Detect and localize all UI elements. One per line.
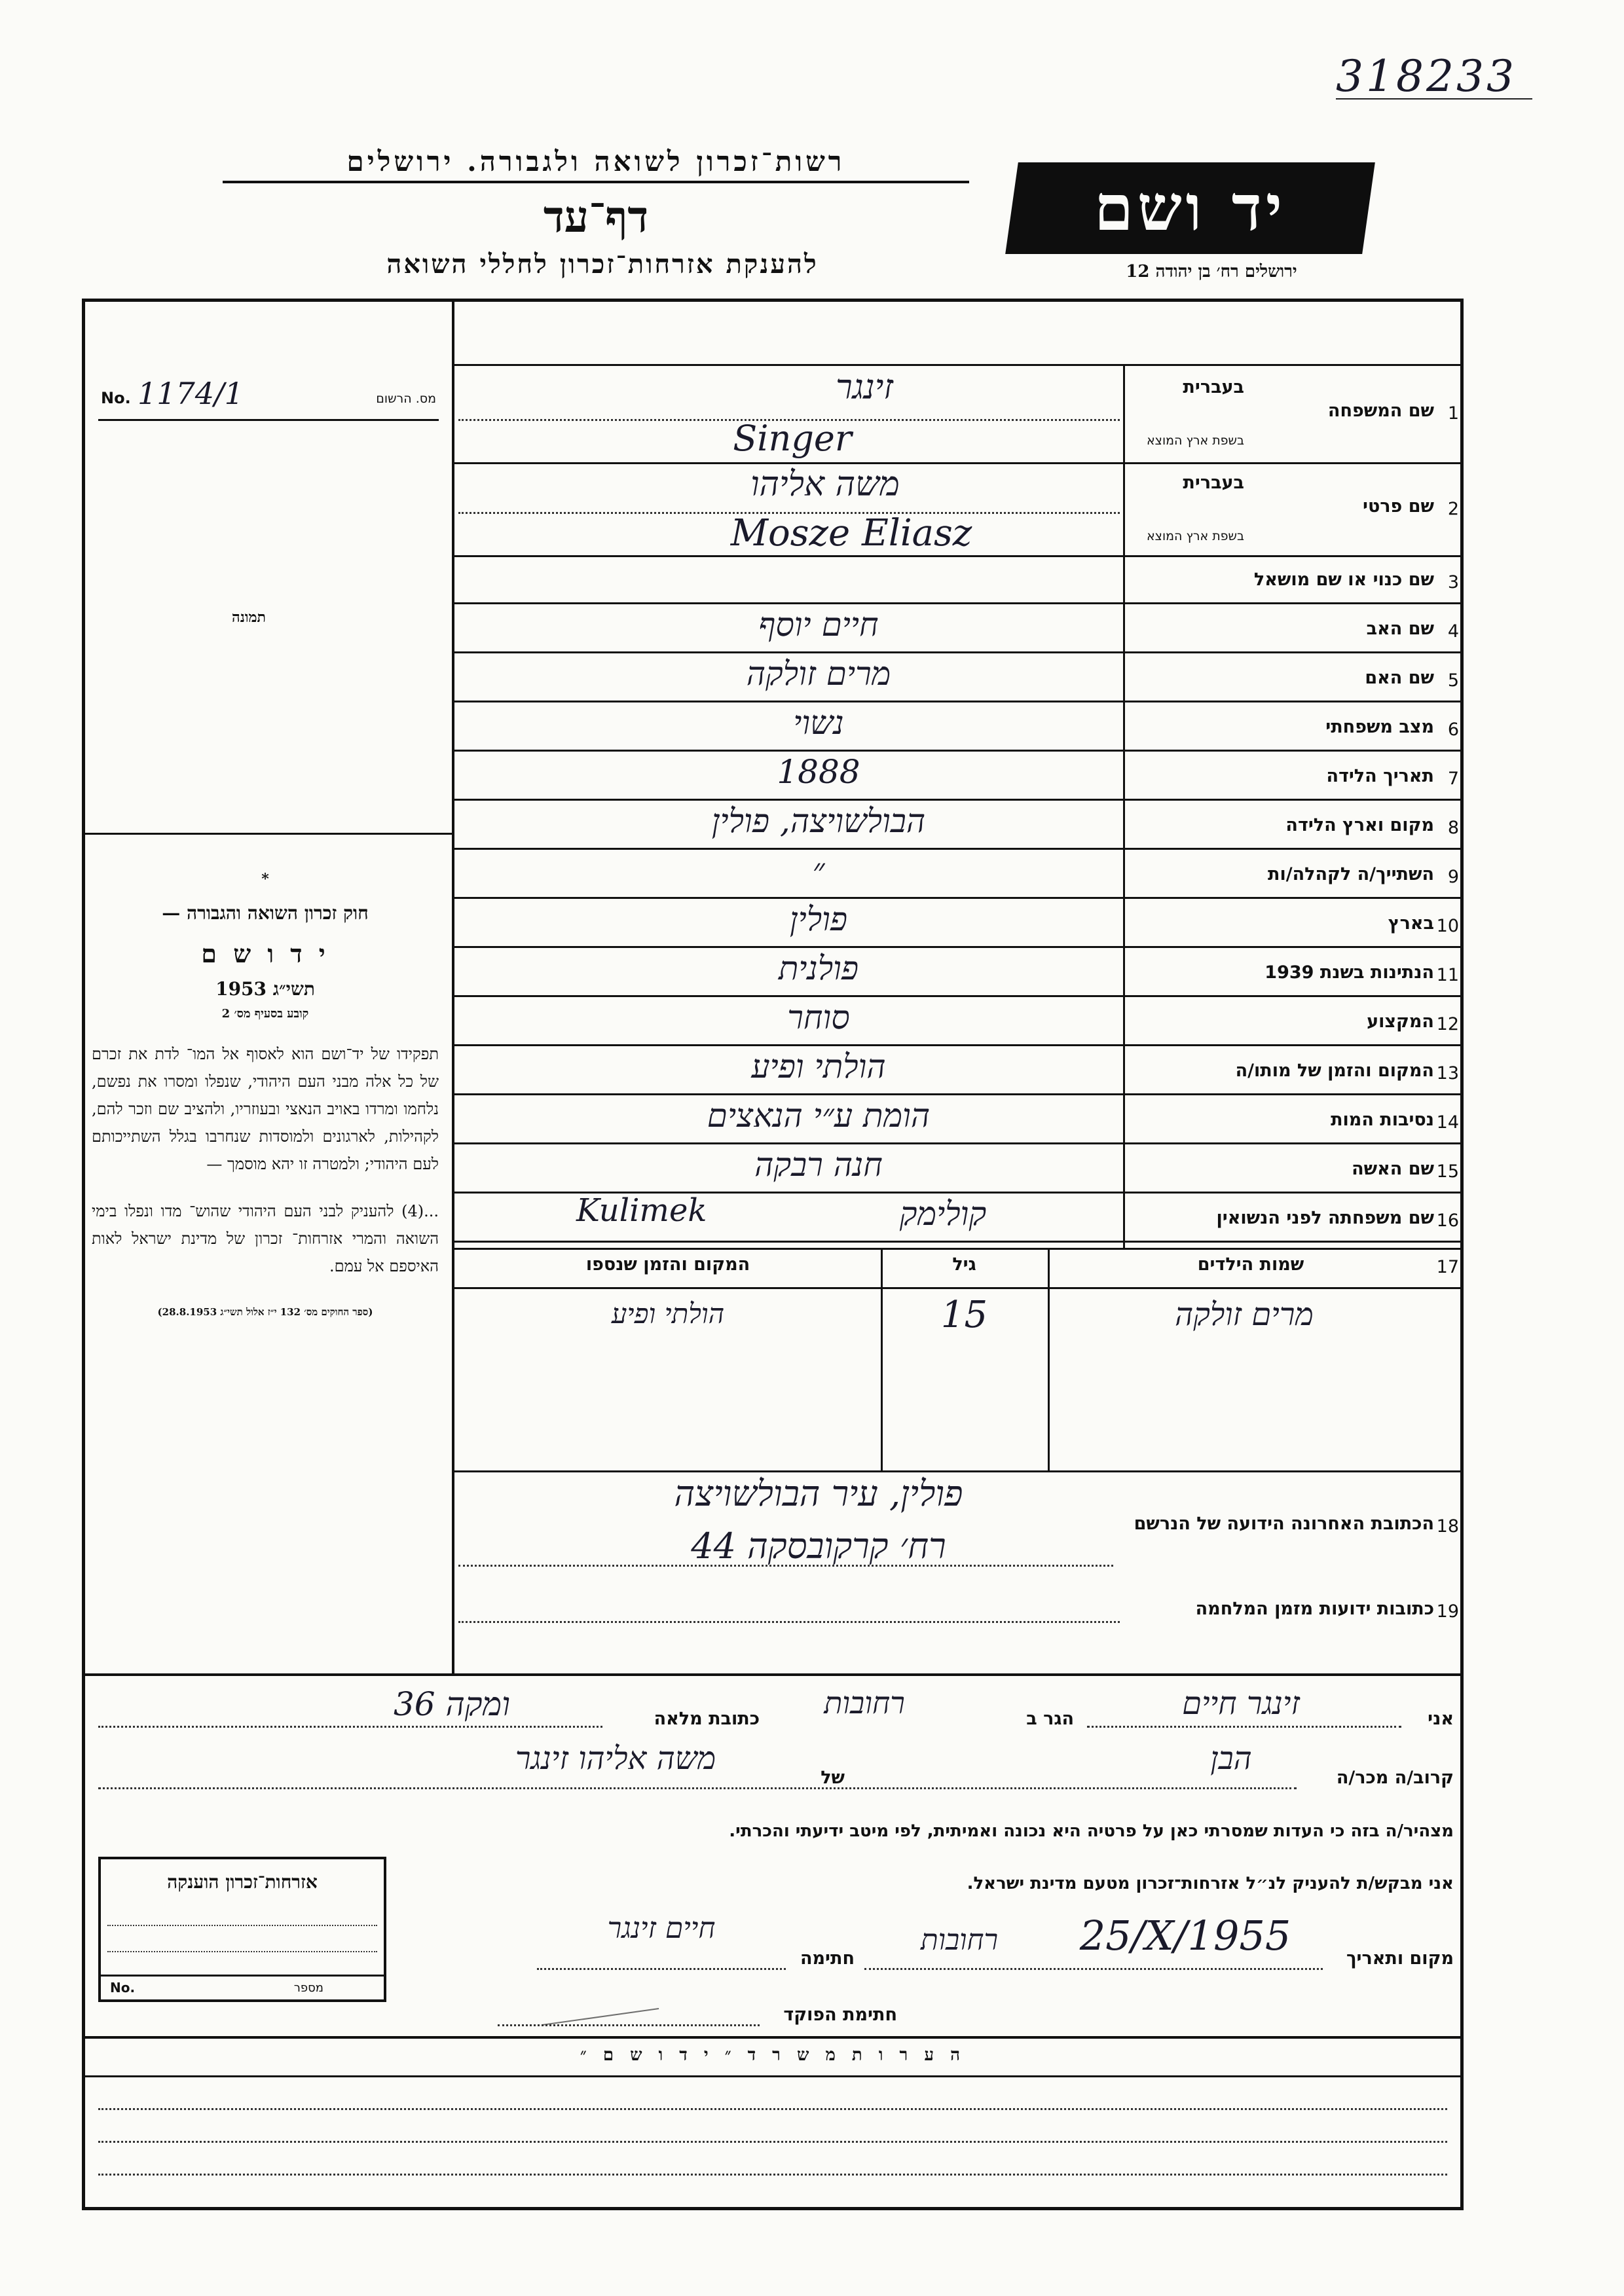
field-5-value: מרים זולקה: [746, 655, 891, 693]
row-16-bottom: [452, 1241, 1464, 1243]
field-12-value: סוחר: [787, 998, 850, 1036]
field-13-label: המקום והזמן של מותו/ה: [1235, 1061, 1434, 1081]
notes-line-3: [98, 2174, 1447, 2176]
registration-row: [98, 376, 439, 421]
field-18-label: הכתובת האחרונה הידועה של הנרשם: [1134, 1514, 1434, 1534]
decl-place-dots: [864, 1968, 1323, 1970]
decl-line-1b: [98, 1726, 602, 1728]
notes-line-2: [98, 2141, 1447, 2143]
children-col-divider-2: [1048, 1248, 1050, 1470]
row-13-bottom: [452, 1093, 1464, 1095]
field-4-label: שם האב: [1366, 619, 1434, 639]
row-10-bottom: [452, 946, 1464, 948]
decl-place: רחובות: [920, 1923, 999, 1957]
field-11-value: פולנית: [778, 949, 859, 987]
child-1-place: הולתי ופיע: [611, 1298, 725, 1330]
row-6-bottom: [452, 750, 1464, 752]
archive-number: 318233: [1336, 51, 1517, 101]
field-2-number: 2: [1447, 499, 1459, 519]
form-body-bottom: [82, 1673, 1464, 1676]
form-title: דף־עד: [543, 191, 649, 242]
wartime-dots: [458, 1621, 1120, 1623]
row-3-bottom: [452, 602, 1464, 604]
decl-relation: הבן: [1210, 1740, 1252, 1777]
field-7-value: 1888: [777, 753, 860, 791]
children-header-top: [452, 1248, 1464, 1250]
authority-title: רשות־זכרון לשואה ולגבורה. ירושלים: [223, 145, 969, 183]
field-15-label: שם האשה: [1352, 1159, 1434, 1179]
field-8-label: מקום וארץ הלידה: [1285, 815, 1434, 835]
field-11-number: 11: [1436, 965, 1459, 985]
decl-city: רחובות: [824, 1685, 905, 1721]
field-9-value: ״: [812, 851, 825, 889]
photo-label: תמונה: [232, 609, 266, 626]
decl-officer-label: חתימת הפוקד: [783, 2005, 897, 2025]
row1-bottom: [452, 462, 1464, 464]
archive-number-underline: [1336, 98, 1532, 100]
office-notes-title-line: [82, 2075, 1464, 2077]
field-1-number: 1: [1447, 403, 1459, 424]
decl-signature: חיים זינגר: [607, 1912, 716, 1945]
top-band-line: [452, 364, 1464, 366]
address-dots: [458, 1565, 1113, 1567]
decl-subject-name: משה אליהו זינגר: [515, 1740, 716, 1777]
field-12-number: 12: [1436, 1014, 1459, 1034]
field-10-label: בארץ: [1388, 913, 1434, 934]
label-column-divider: [1123, 364, 1125, 1248]
decl-place-date-label: מקום ותאריך: [1346, 1948, 1454, 1969]
photo-box-bottom: [82, 833, 452, 835]
decl-declarant-name: זינגר חיים: [1182, 1685, 1300, 1722]
field-14-number: 14: [1436, 1112, 1459, 1133]
children-col-place: המקום והזמן שנספו: [585, 1254, 750, 1275]
children-header-bottom: [452, 1287, 1464, 1289]
field-6-value: נשוי: [793, 704, 844, 742]
law-title: חוק זכרון השואה והגבורה —: [162, 902, 369, 924]
field-6-label: מצב משפחתי: [1325, 717, 1434, 737]
office-notes-top: [82, 2036, 1464, 2039]
field-1-label: שם המשפחה: [1327, 401, 1434, 421]
field-10-value: פולין: [789, 900, 848, 938]
field-3-label: שם כנוי או שם מושאל: [1253, 570, 1434, 590]
decl-statement-1: מצהיר/ה בזה כי העדות שמסרתי כאן על פרטיה היא נכונה ואמיתית, לפי מיטב ידיעתי והכרתי.: [729, 1821, 1454, 1841]
field-5-number: 5: [1447, 670, 1459, 691]
decl-relative-label: קרוב/ה מכר/ה: [1336, 1768, 1454, 1788]
decl-date: 25/X/1955: [1079, 1912, 1291, 1959]
address-line-1: פולין, עיר הבולשויצה: [674, 1473, 963, 1514]
row-7-bottom: [452, 799, 1464, 801]
field-2-value-local: Mosze Eliasz: [730, 512, 972, 555]
citizenship-no-label: No.: [110, 1980, 136, 1995]
field-7-number: 7: [1447, 769, 1459, 789]
children-number: 17: [1436, 1257, 1459, 1277]
yad-vashem-logo: [1005, 162, 1375, 254]
field-16-label: שם משפחתה לפני הנשואין: [1216, 1208, 1434, 1228]
field-1-value-hebrew: זינגר: [836, 368, 893, 407]
law-year: תשי״ג 1953: [215, 978, 315, 1000]
logo-text: יד ושם: [1094, 171, 1287, 245]
field-5-label: שם האם: [1365, 668, 1434, 688]
decl-officer-dots: [498, 2024, 760, 2026]
reg-label: מס. הרשום: [376, 392, 436, 406]
field-16-value: קולימק: [899, 1195, 987, 1233]
field-18-number: 18: [1436, 1516, 1459, 1537]
children-col-names: שמות הילדים: [1197, 1254, 1304, 1275]
decl-of-label: של: [821, 1768, 845, 1788]
field-14-value: הומת ע״י הנאצים: [707, 1097, 931, 1135]
logo-address: ירושלים רח׳ בן יהודה 12: [1126, 262, 1297, 282]
field-13-value: הולתי ופיע: [751, 1048, 886, 1085]
law-clause: קובע בסעיף מס׳ 2: [221, 1007, 309, 1021]
field-16-number: 16: [1436, 1211, 1459, 1231]
decl-signature-label: חתימה: [800, 1948, 855, 1969]
law-name: י ד ו ש ם: [201, 939, 329, 968]
field-2-label: שם פרטי: [1363, 496, 1434, 517]
law-paragraph-2: ...(4) להעניק לבני העם היהודי שהוש־ מדו ונפלו בימי השואה והמרי אזרחות־ זכרון של מדינת ישראל לאות האיספם אל עמם.: [92, 1202, 439, 1275]
row-8-bottom: [452, 848, 1464, 850]
field-8-number: 8: [1447, 818, 1459, 838]
field-19-label: כתובות ידועות מזמן המלחמה: [1195, 1599, 1434, 1619]
field-2-sub-hebrew: בעברית: [1183, 473, 1244, 493]
citizenship-box-title: אזרחות־זכרון הוענקה: [167, 1871, 318, 1893]
law-box: [92, 871, 439, 1319]
row-12-bottom: [452, 1044, 1464, 1046]
field-6-number: 6: [1447, 720, 1459, 740]
field-16-value-local: Kulimek: [576, 1192, 707, 1229]
field-10-number: 10: [1436, 916, 1459, 936]
child-1-age: 15: [940, 1294, 988, 1336]
reg-no-label: No.: [101, 389, 131, 407]
law-star: *: [261, 871, 269, 888]
field-7-label: תאריך הלידה: [1326, 766, 1434, 786]
row-14-bottom: [452, 1142, 1464, 1144]
field-2-sub-local: בשפת ארץ המוצא: [1146, 529, 1244, 543]
row-4-bottom: [452, 651, 1464, 653]
row-5-bottom: [452, 701, 1464, 702]
decl-line-2: [98, 1787, 1297, 1789]
law-source: (ספר החוקים מס׳ 132 י״ז אלול תשי״ג 28.8.1953): [157, 1306, 373, 1318]
field-11-label: הנתינות בשנת 1939: [1264, 962, 1434, 983]
field-13-number: 13: [1436, 1063, 1459, 1084]
field-4-value: חיים יוסף: [758, 606, 879, 644]
field-9-label: השתייך/ה לקהלה/ות: [1268, 864, 1434, 884]
children-col-divider-1: [881, 1248, 883, 1470]
law-paragraph-1: תפקידו של יד־ושם הוא לאסוף אל המו־ לדת את זכרם של כל אלה מבני העם היהודי, שנפלו ומסרו את נפשם, נלחמו ומרדו באויב הנאצי ובעוזריו, ולהציב שם וזכר להם, לקהילות, לארגונים ולמוסדות שנחרבו בגלל השתייכותם לעם היהודי; ולמטרה זו יהא מוסמך —: [92, 1045, 439, 1173]
field-12-label: המקצוע: [1367, 1011, 1434, 1032]
decl-ani: אני: [1428, 1709, 1454, 1729]
field-9-number: 9: [1447, 867, 1459, 887]
left-column-divider: [452, 299, 454, 1673]
field-8-value: הבולשויצה, פולין: [711, 802, 926, 840]
field-2-value-hebrew: משה אליהו: [750, 465, 900, 504]
child-1-name: מרים זולקה: [1175, 1296, 1314, 1333]
decl-line-1a: [1087, 1726, 1401, 1728]
row2-bottom: [452, 555, 1464, 557]
field-3-number: 3: [1447, 572, 1459, 592]
office-notes-title: ה ע ר ו ת מ ש ר ד ״ י ד ו ש ם ״: [580, 2045, 966, 2065]
field-19-number: 19: [1436, 1601, 1459, 1622]
field-1-sub-local: בשפת ארץ המוצא: [1146, 433, 1244, 448]
address-line-2: רח׳ קרקובסקה 44: [691, 1525, 946, 1567]
row-11-bottom: [452, 995, 1464, 997]
citizenship-box: [98, 1857, 386, 2002]
notes-line-1: [98, 2108, 1447, 2110]
children-bottom: [452, 1470, 1464, 1472]
decl-full-address: ומקה 36: [393, 1685, 510, 1723]
decl-statement-2: אני מבקש/ת להעניק לנ״ל אזרחות־זכרון מטעם מדינת ישראל.: [967, 1874, 1454, 1893]
field-1-sub-hebrew: בעברית: [1183, 377, 1244, 397]
field-14-label: נסיבות המות: [1331, 1110, 1434, 1130]
decl-full-address-label: כתובת מלאה: [654, 1709, 760, 1729]
field-15-number: 15: [1436, 1161, 1459, 1182]
row-9-bottom: [452, 897, 1464, 899]
form-subtitle: להענקת אזרחות־זכרון לחללי השואה: [386, 249, 819, 280]
field-1-value-local: Singer: [733, 418, 852, 459]
citizenship-number-label: מספר: [293, 1981, 323, 1995]
decl-residing: הגר ב: [1026, 1709, 1074, 1729]
field-15-value: חנה רבקה: [754, 1146, 883, 1184]
reg-number: 1174/1: [138, 376, 244, 411]
children-col-age: גיל: [952, 1254, 976, 1275]
field-4-number: 4: [1447, 621, 1459, 642]
